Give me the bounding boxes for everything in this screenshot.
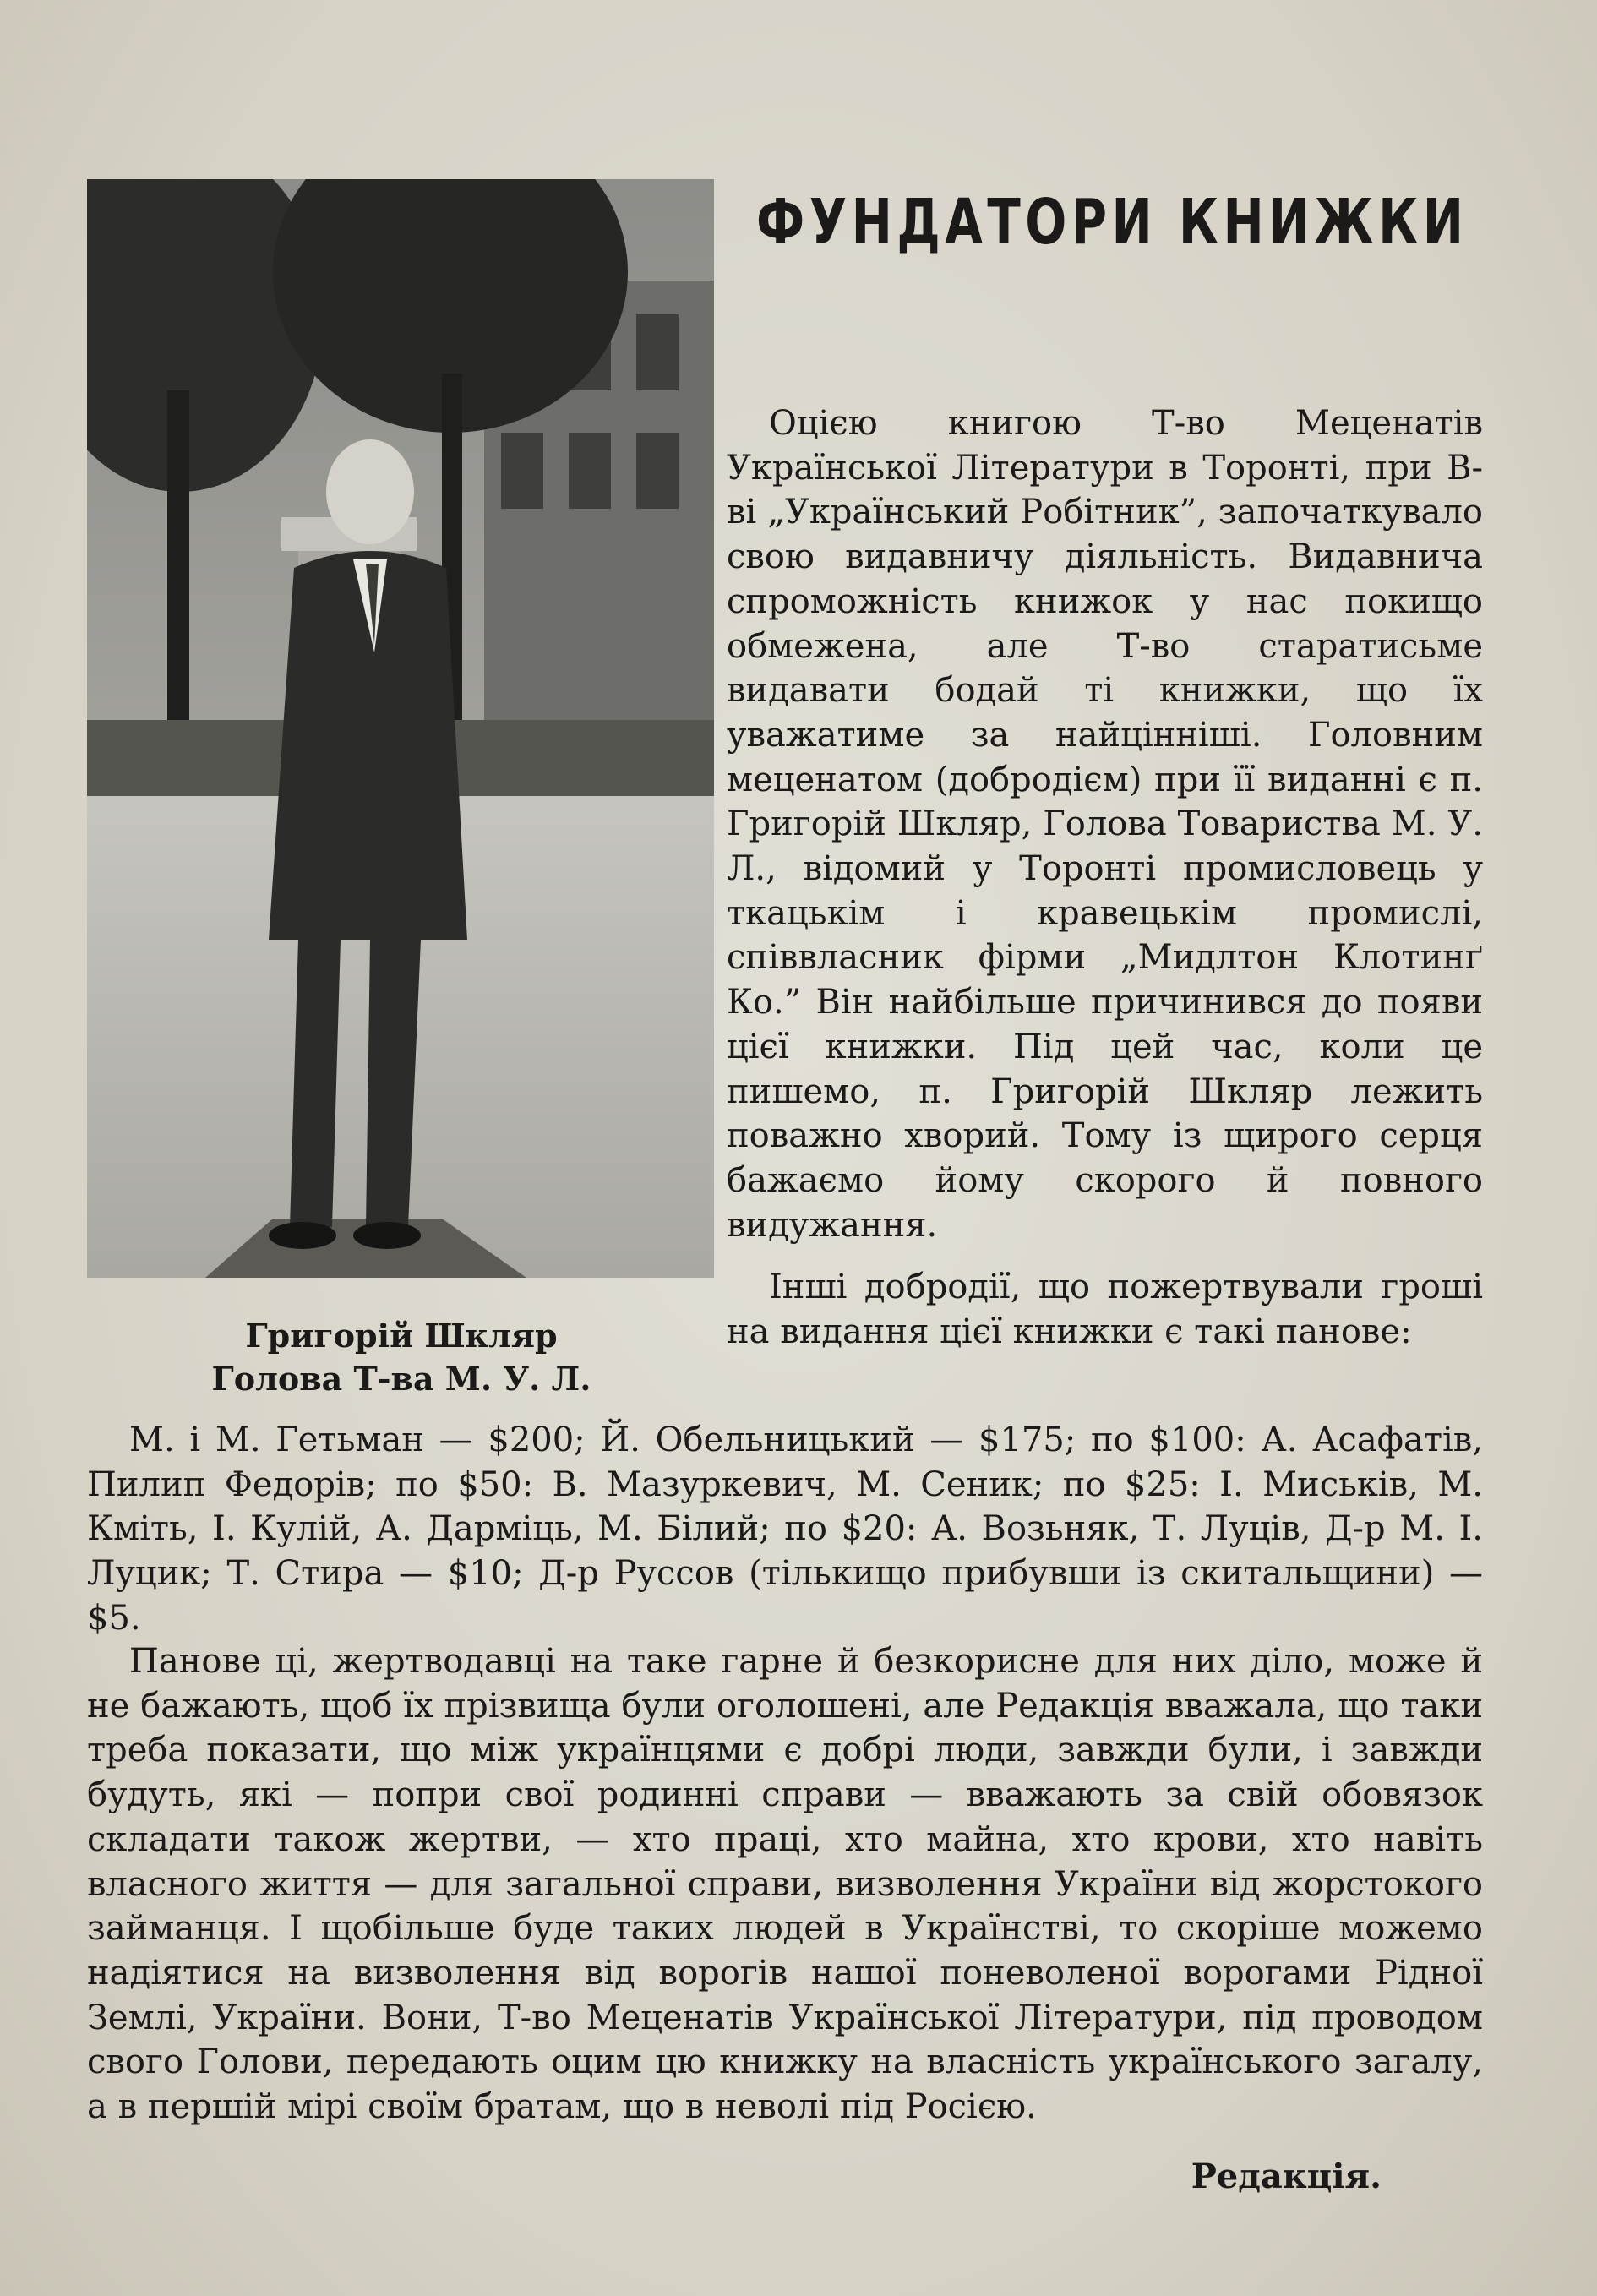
page-title: ФУНДАТОРИ КНИЖКИ [756, 186, 1469, 259]
portrait-photo-image [87, 179, 714, 1278]
donors-intro-paragraph: Інші добродії, що пожертвували гроші на видання цієї книжки є такі панове: [727, 1268, 1483, 1351]
caption-role: Голова Т-ва М. У. Л. [211, 1360, 591, 1398]
intro-paragraph-block [727, 401, 1483, 1247]
photo-caption [127, 1314, 676, 1400]
closing-block [87, 1639, 1483, 2130]
portrait-photo [87, 179, 714, 1278]
signature: Редакція. [1191, 2157, 1382, 2196]
intro-paragraph: Оцією книгою Т-во Меценатів Української Літератури в Торонті, при В-ві „Український Робітник”, започаткувало свою видавничу діяльність. Видавнича спроможність книжок у нас покищо обмежена, але Т-во старатисьме видавати бодай ті книжки, що їх уважатиме за найцінніші. Головним меценатом (добродієм) при її виданні є п. Григорій Шкляр, Голова Товариства М. У. Л., відомий у Торонті промисловець у ткацькім і кравецькім промислі, співвласник фірми „Мидлтон Клотинґ Ко.” Він найбільше причинився до появи цієї книжки. Під цей час, коли це пишемо, п. Григорій Шкляр лежить поважно хворий. Тому із щирого серця бажаємо йому скорого й повного видужання. [727, 404, 1483, 1245]
donors-list-block [87, 1418, 1483, 1641]
donors-intro-block [727, 1265, 1483, 1354]
donors-list-paragraph: М. і М. Гетьман — $200; Й. Обельницький — $175; по $100: А. Асафатів, Пилип Федорів; по $50: В. Мазуркевич, М. Сеник; по $25: І. Миськів, М. Кміть, І. Кулій, А. Дарміць, М. Білий; по $20: А. Возьняк, Т. Луців, Д-р М. І. Луцик; Т. Стира — $10; Д-р Руссов (тількищо прибувши із скитальщини) — $5. [87, 1421, 1483, 1638]
caption-name: Григорій Шкляр [245, 1317, 558, 1355]
closing-paragraph: Панове ці, жертводавці на таке гарне й безкорисне для них діло, може й не бажають, щоб їх прізвища були оголошені, але Редакція вважала, що таки треба показати, що між українцями є добрі люди, завжди були, і завжди будуть, які — попри свої родинні справи — вважають за свій обовязок складати також жертви, — хто праці, хто майна, хто крови, хто навіть власного життя — для загальної справи, визволення України від жорстокого займанця. І щобільше буде таких людей в Українстві, то скоріше можемо надіятися на визволення від ворогів нашої поневоленої ворогами Рідної Землі, України. Вони, Т-во Меценатів Української Літератури, під проводом свого Голови, передають оцим цю книжку на власність українського загалу, а в першій мірі своїм братам, що в неволі під Росією. [87, 1642, 1483, 2127]
